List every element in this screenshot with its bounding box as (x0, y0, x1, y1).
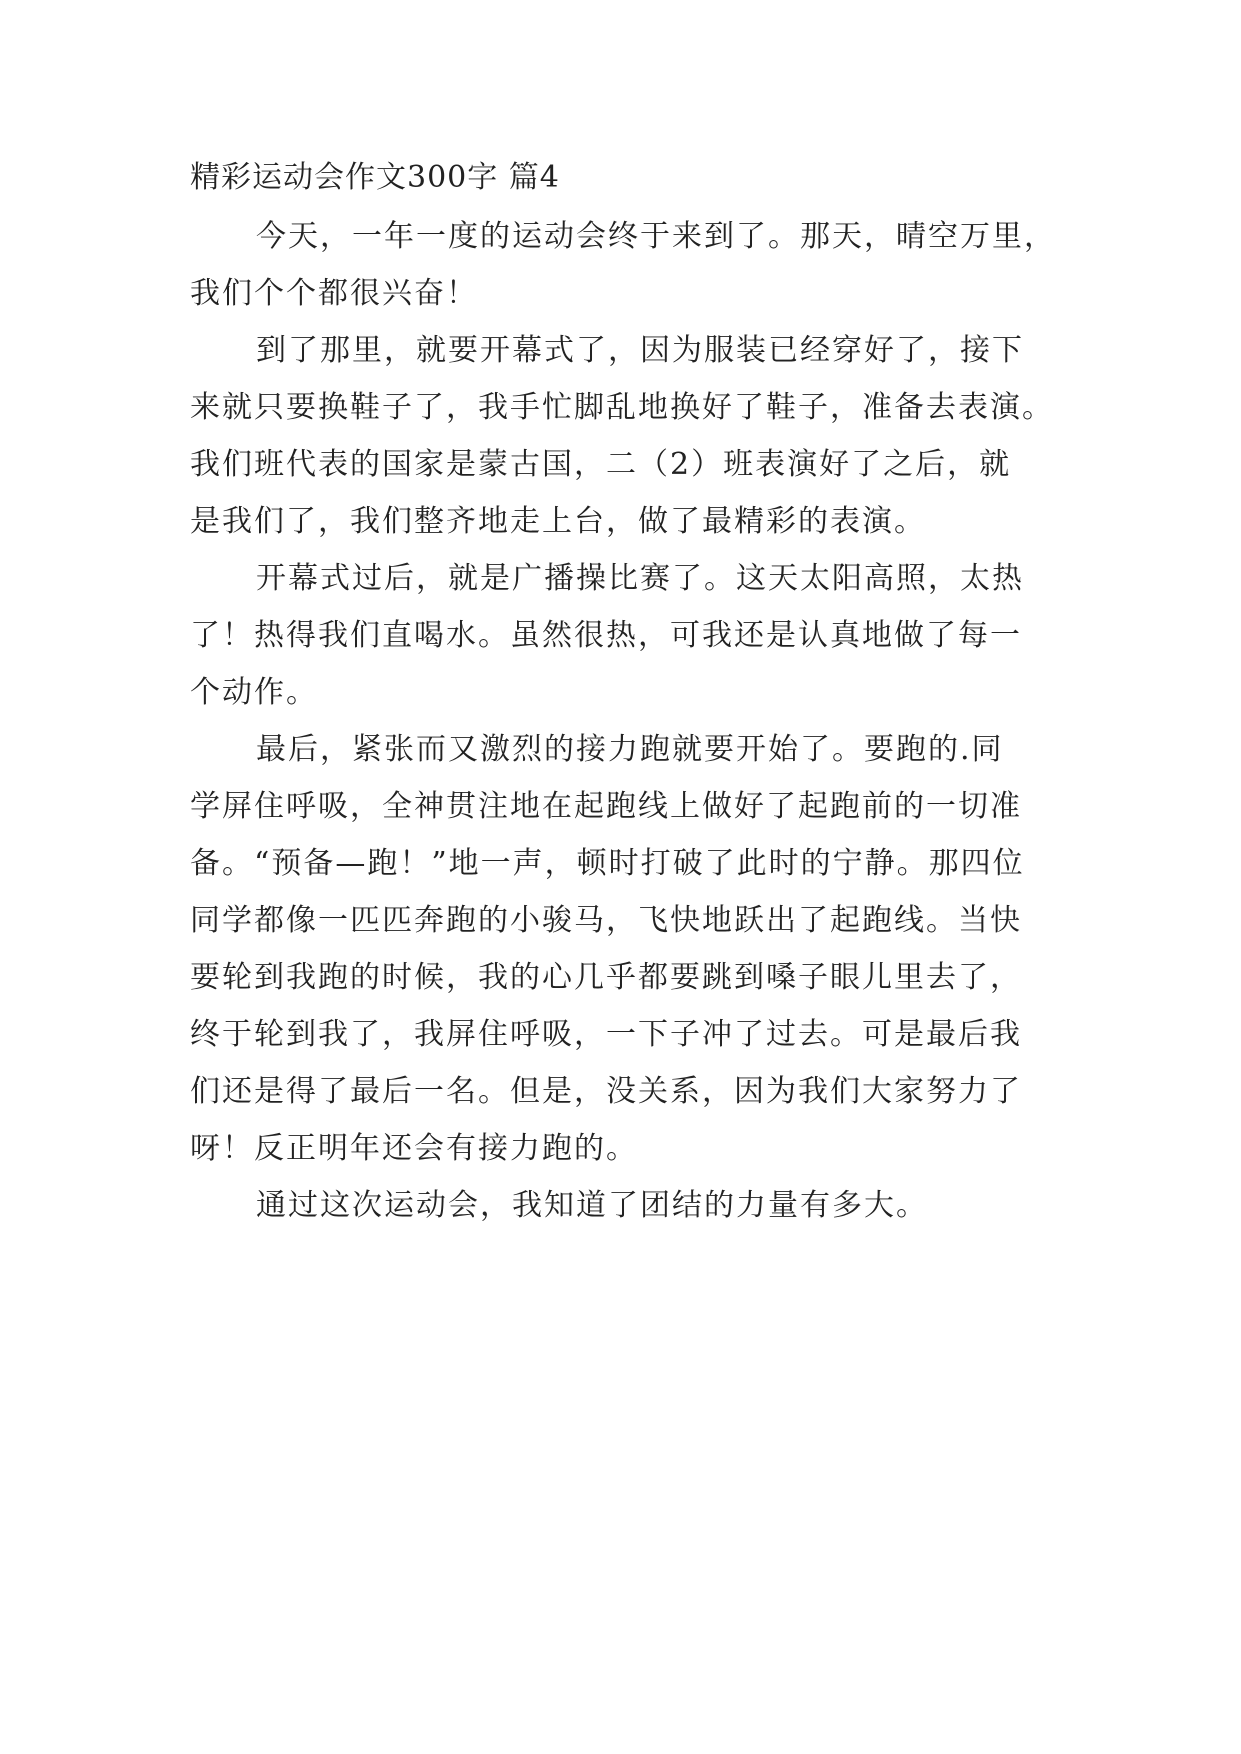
text-line: 们还是得了最后一名。但是，没关系，因为我们大家努力了 (190, 1074, 1022, 1109)
text-line: 同学都像一匹匹奔跑的小骏马，飞快地跃出了起跑线。当快 (190, 903, 1022, 938)
text-line: 学屏住呼吸，全神贯注地在起跑线上做好了起跑前的一切准 (190, 789, 1022, 824)
text-line: 最后，紧张而又激烈的接力跑就要开始了。要跑的.同 (256, 732, 1004, 767)
text-line: 个动作。 (190, 675, 318, 710)
text-line: 了！热得我们直喝水。虽然很热，可我还是认真地做了每一 (190, 618, 1022, 653)
text-line: 开幕式过后，就是广播操比赛了。这天太阳高照，太热 (256, 561, 1024, 596)
essay-title: 精彩运动会作文300字 篇4 (190, 160, 560, 195)
text-line: 通过这次运动会，我知道了团结的力量有多大。 (256, 1188, 928, 1223)
text-line: 终于轮到我了，我屏住呼吸，一下子冲了过去。可是最后我 (190, 1017, 1022, 1052)
essay-body (190, 158, 1060, 1234)
text-line: 要轮到我跑的时候，我的心几乎都要跳到嗓子眼儿里去了， (190, 960, 1022, 995)
text-line: 呀！反正明年还会有接力跑的。 (190, 1131, 638, 1166)
text-line: 今天，一年一度的运动会终于来到了。那天，晴空万里， (256, 219, 1056, 254)
text-line: 到了那里，就要开幕式了，因为服装已经穿好了，接下 (256, 333, 1024, 368)
text-line: 来就只要换鞋子了，我手忙脚乱地换好了鞋子，准备去表演。 (190, 390, 1054, 425)
text-line: 备。“预备—跑！”地一声，顿时打破了此时的宁静。那四位 (190, 846, 1025, 881)
text-line: 是我们了，我们整齐地走上台，做了最精彩的表演。 (190, 504, 926, 539)
text-line: 我们个个都很兴奋！ (190, 276, 478, 311)
text-line: 我们班代表的国家是蒙古国，二（2）班表演好了之后，就 (190, 447, 1012, 482)
